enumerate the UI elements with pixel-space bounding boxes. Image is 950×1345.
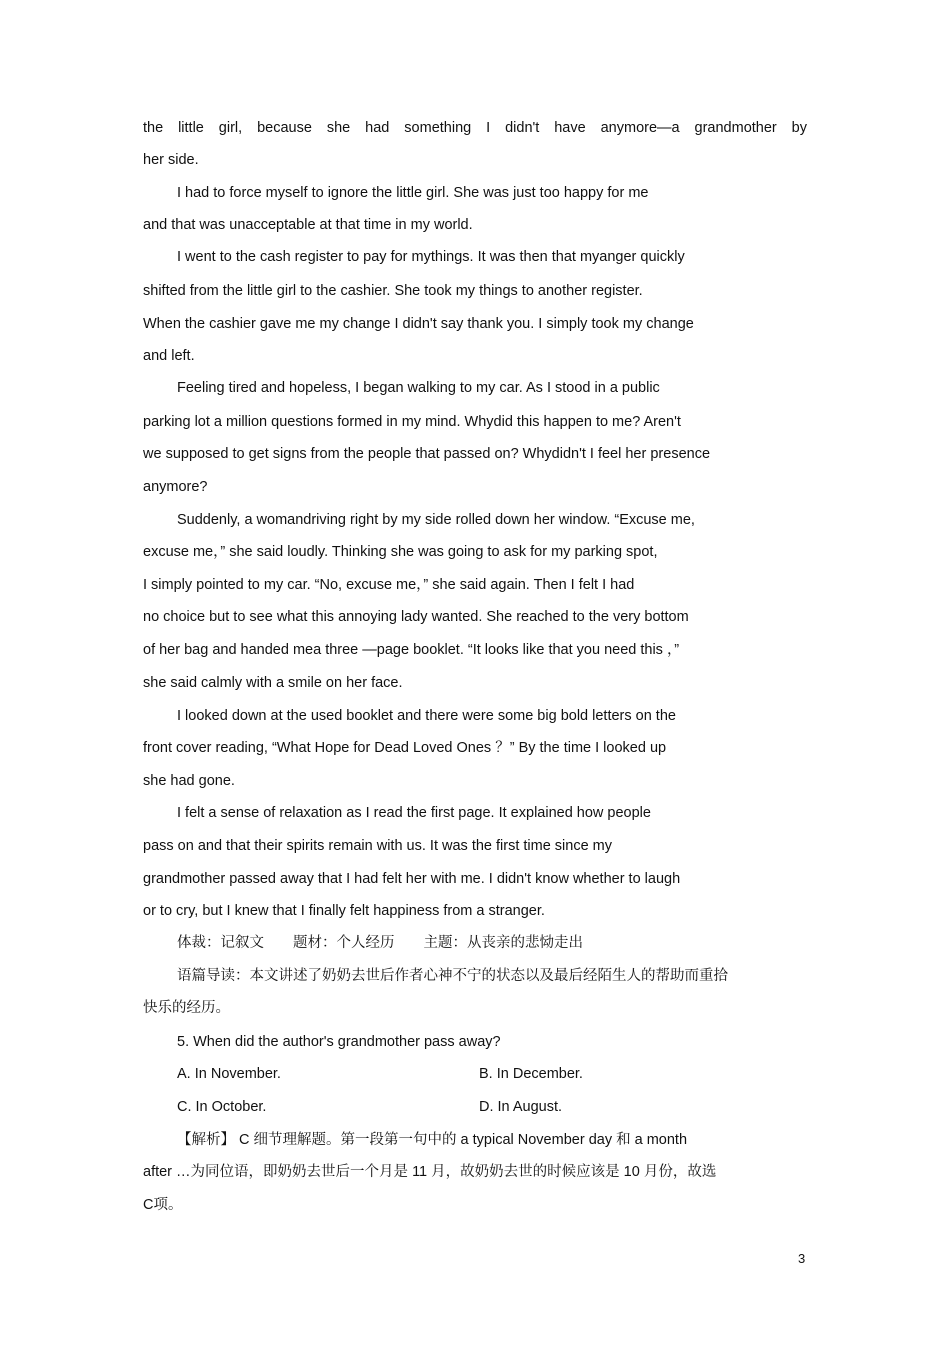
text-line: grandmother passed away that I had felt her with me. I didn't know whether to laugh: [143, 871, 681, 887]
text-line: or to cry, but I knew that I finally felt happiness from a stranger.: [143, 903, 545, 919]
option-a: A. In November.: [177, 1066, 281, 1082]
text-line: Suddenly, a womandriving right by my side rolled down her window. “Excuse me,: [177, 512, 695, 528]
text-line: she said calmly with a smile on her face.: [143, 675, 403, 691]
text-line: parking lot a million questions formed in my mind. Whydid this happen to me? Aren't: [143, 414, 681, 430]
analysis-line: after …为同位语，即奶奶去世后一个月是 11 月，故奶奶去世的时候应该是 10 月份，故选: [143, 1164, 717, 1180]
guide-reading-line: 语篇导读：本文讲述了奶奶去世后作者心神不宁的状态以及最后经陌生人的帮助而重拾: [177, 968, 728, 984]
text-line: we supposed to get signs from the people that passed on? Whydidn't I feel her presence: [143, 446, 711, 462]
text-line: the little girl, because she had something I didn't have anymore—a grandmother by: [143, 120, 807, 136]
text-line: her side.: [143, 152, 199, 168]
text-line: anymore?: [143, 479, 208, 495]
text-line: pass on and that their spirits remain with us. It was the first time since my: [143, 838, 613, 854]
text-line: I had to force myself to ignore the little girl. She was just too happy for me: [177, 185, 649, 201]
analysis-line: C项。: [143, 1197, 183, 1213]
text-line: of her bag and handed mea three —page booklet. “It looks like that you need this ，”: [143, 642, 680, 658]
text-line: and that was unacceptable at that time in my world.: [143, 217, 473, 233]
question-5: 5. When did the author's grandmother pass away?: [177, 1034, 501, 1050]
analysis-line: 【解析】 C 细节理解题。第一段第一句中的 a typical November day 和 a month: [177, 1132, 688, 1148]
text-line: shifted from the little girl to the cashier. She took my things to another register.: [143, 283, 643, 299]
text-line: front cover reading, “What Hope for Dead Loved Ones ？” By the time I looked up: [143, 740, 667, 756]
page-number: 3: [798, 1251, 806, 1266]
guide-reading-line: 快乐的经历。: [143, 1000, 230, 1016]
text-line: When the cashier gave me my change I didn't say thank you. I simply took my change: [143, 316, 694, 332]
text-line: I went to the cash register to pay for mythings. It was then that myanger quickly: [177, 249, 685, 265]
text-line: I looked down at the used booklet and there were some big bold letters on the: [177, 708, 676, 724]
text-line: Feeling tired and hopeless, I began walking to my car. As I stood in a public: [177, 380, 660, 396]
text-line: I simply pointed to my car. “No, excuse me，” she said again. Then I felt I had: [143, 577, 635, 593]
text-line: I felt a sense of relaxation as I read the first page. It explained how people: [177, 805, 651, 821]
text-line: and left.: [143, 348, 195, 364]
text-line: she had gone.: [143, 773, 235, 789]
option-d: D. In August.: [479, 1099, 563, 1115]
text-line: excuse me，” she said loudly. Thinking she was going to ask for my parking spot,: [143, 544, 658, 560]
option-c: C. In October.: [177, 1099, 267, 1115]
genre-theme-line: 体裁：记叙文 题材：个人经历 主题：从丧亲的悲恸走出: [177, 935, 583, 951]
option-b: B. In December.: [479, 1066, 583, 1082]
text-line: no choice but to see what this annoying lady wanted. She reached to the very bottom: [143, 609, 689, 625]
